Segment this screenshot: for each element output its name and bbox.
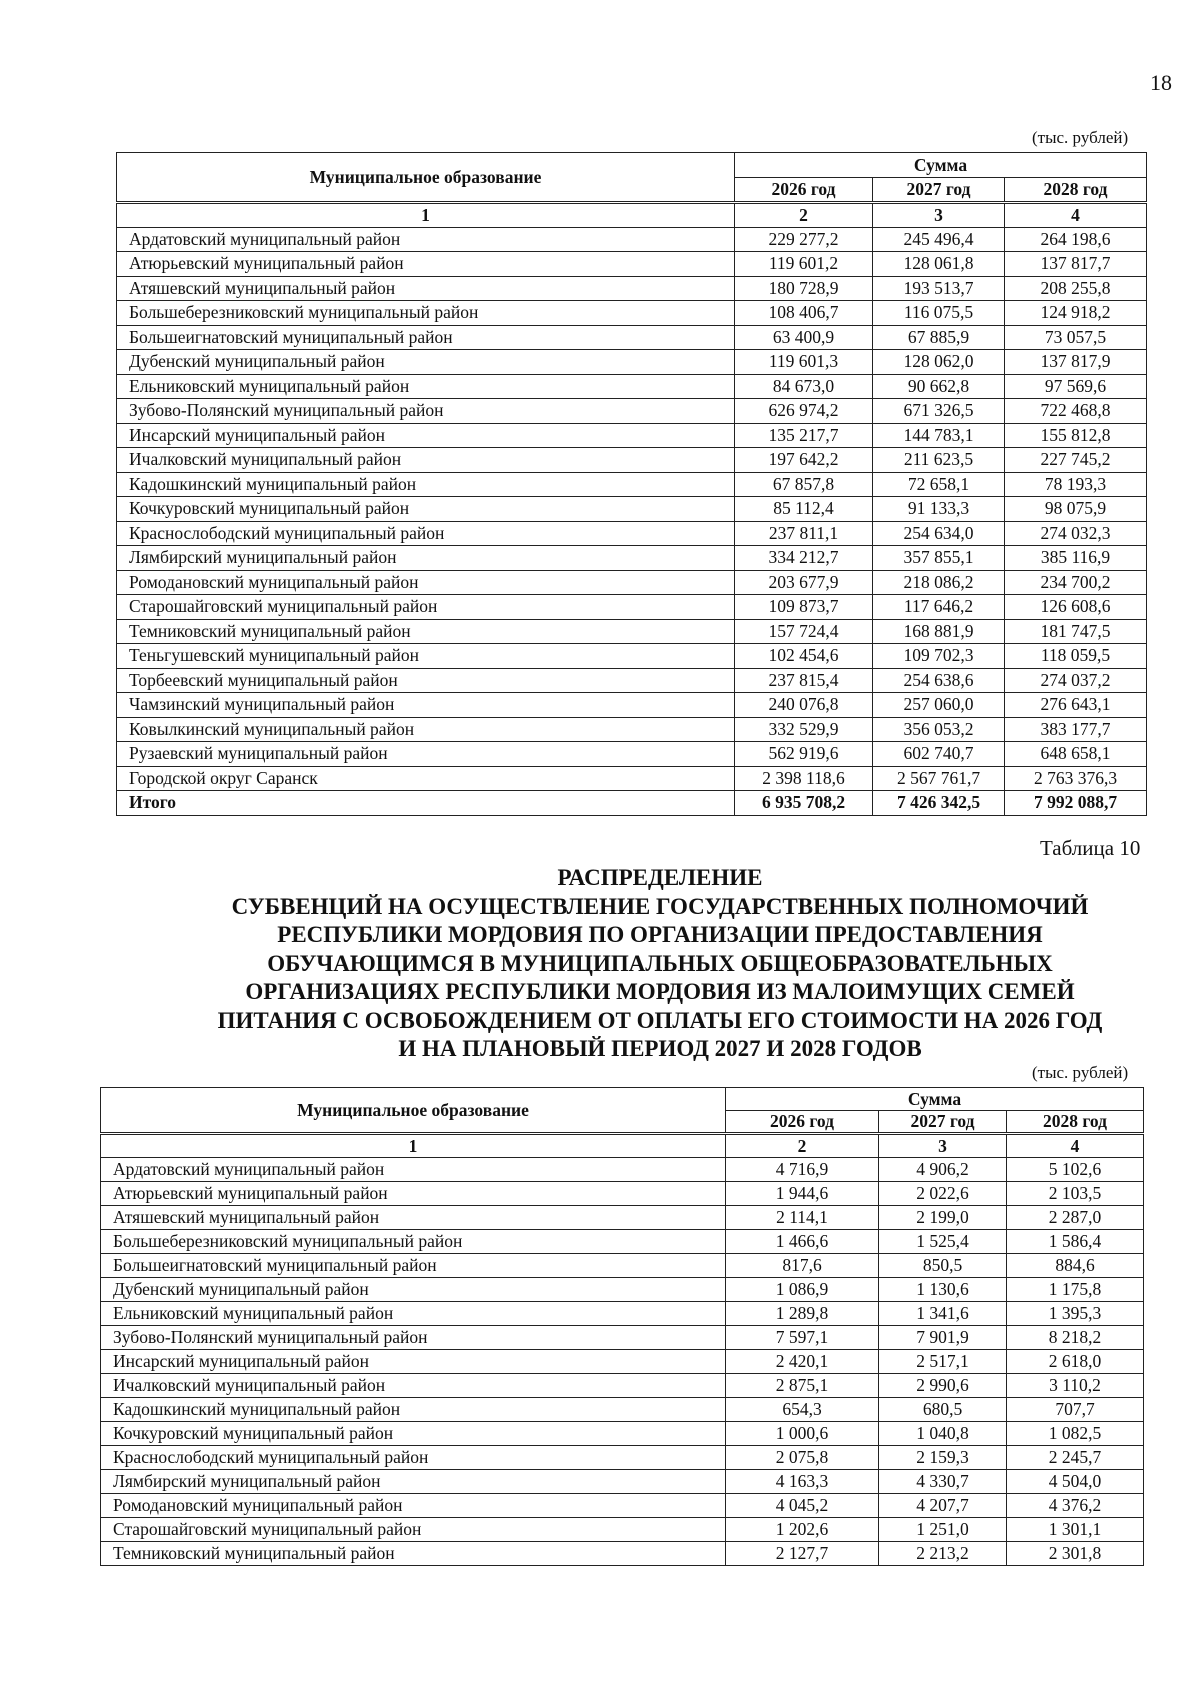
value-2027-cell: 4 906,2 xyxy=(879,1158,1007,1182)
municipality-cell: Ромодановский муниципальный район xyxy=(117,570,735,595)
value-2026-cell: 2 127,7 xyxy=(726,1542,879,1566)
table-row xyxy=(117,595,1147,620)
table-row xyxy=(117,644,1147,669)
municipality-cell: Зубово-Полянский муниципальный район xyxy=(117,399,735,424)
municipality-cell: Ромодановский муниципальный район xyxy=(101,1494,726,1518)
table-row xyxy=(101,1518,1144,1542)
value-2026-cell: 1 944,6 xyxy=(726,1182,879,1206)
value-2027-cell: 671 326,5 xyxy=(873,399,1005,424)
value-2028-cell: 2 245,7 xyxy=(1007,1446,1144,1470)
subvention-table-2 xyxy=(100,1087,1144,1566)
value-2026-cell: 626 974,2 xyxy=(735,399,873,424)
value-2026-cell: 102 454,6 xyxy=(735,644,873,669)
value-2028-cell: 707,7 xyxy=(1007,1398,1144,1422)
value-2026-cell: 180 728,9 xyxy=(735,276,873,301)
table-row xyxy=(117,619,1147,644)
table-row xyxy=(101,1470,1144,1494)
value-2028-cell: 118 059,5 xyxy=(1005,644,1147,669)
table-row xyxy=(117,374,1147,399)
table-row xyxy=(117,227,1147,252)
municipality-cell: Инсарский муниципальный район xyxy=(101,1350,726,1374)
municipality-cell: Ардатовский муниципальный район xyxy=(117,227,735,252)
municipality-cell: Ельниковский муниципальный район xyxy=(101,1302,726,1326)
municipality-cell: Дубенский муниципальный район xyxy=(101,1278,726,1302)
table-row xyxy=(117,472,1147,497)
value-2027-cell: 91 133,3 xyxy=(873,497,1005,522)
value-2027-cell: 116 075,5 xyxy=(873,301,1005,326)
value-2027-cell: 2 213,2 xyxy=(879,1542,1007,1566)
value-2026-cell: 4 045,2 xyxy=(726,1494,879,1518)
table-row xyxy=(101,1494,1144,1518)
value-2028-cell: 722 468,8 xyxy=(1005,399,1147,424)
value-2027-cell: 7 901,9 xyxy=(879,1326,1007,1350)
value-2028-cell: 181 747,5 xyxy=(1005,619,1147,644)
table-row xyxy=(101,1542,1144,1566)
municipality-cell: Зубово-Полянский муниципальный район xyxy=(101,1326,726,1350)
column-numbering-row xyxy=(117,203,1147,228)
value-2027-cell: 2 022,6 xyxy=(879,1182,1007,1206)
column-number-cell: 1 xyxy=(117,203,735,228)
table-row xyxy=(117,521,1147,546)
value-2026-cell: 332 529,9 xyxy=(735,717,873,742)
value-2027-cell: 218 086,2 xyxy=(873,570,1005,595)
value-2028-cell: 2 618,0 xyxy=(1007,1350,1144,1374)
total-row xyxy=(117,791,1147,816)
table-row xyxy=(101,1158,1144,1182)
value-2026-cell: 2 075,8 xyxy=(726,1446,879,1470)
value-2027-cell: 2 199,0 xyxy=(879,1206,1007,1230)
value-2028-cell: 73 057,5 xyxy=(1005,325,1147,350)
value-2028-cell: 208 255,8 xyxy=(1005,276,1147,301)
value-2028-cell: 1 586,4 xyxy=(1007,1230,1144,1254)
table-row xyxy=(101,1350,1144,1374)
value-2026-cell: 63 400,9 xyxy=(735,325,873,350)
value-2028-cell: 124 918,2 xyxy=(1005,301,1147,326)
value-2027-cell: 144 783,1 xyxy=(873,423,1005,448)
value-2027-cell: 193 513,7 xyxy=(873,276,1005,301)
column-number-cell: 2 xyxy=(735,203,873,228)
value-2026-cell: 119 601,2 xyxy=(735,252,873,277)
value-2028-cell: 383 177,7 xyxy=(1005,717,1147,742)
header-year-2026: 2026 год xyxy=(726,1111,879,1134)
value-2026-cell: 85 112,4 xyxy=(735,497,873,522)
value-2027-cell: 680,5 xyxy=(879,1398,1007,1422)
value-2026-cell: 2 114,1 xyxy=(726,1206,879,1230)
value-2026-cell: 2 875,1 xyxy=(726,1374,879,1398)
column-number-cell: 3 xyxy=(879,1134,1007,1158)
heading-line: СУБВЕНЦИЙ НА ОСУЩЕСТВЛЕНИЕ ГОСУДАРСТВЕННЫХ ПОЛНОМОЧИЙ xyxy=(231,893,1089,919)
table-row xyxy=(117,325,1147,350)
value-2027-cell: 245 496,4 xyxy=(873,227,1005,252)
value-2027-cell: 117 646,2 xyxy=(873,595,1005,620)
value-2026-cell: 197 642,2 xyxy=(735,448,873,473)
table-row xyxy=(117,546,1147,571)
municipality-cell: Темниковский муниципальный район xyxy=(101,1542,726,1566)
value-2026-cell: 2 398 118,6 xyxy=(735,766,873,791)
value-2028-cell: 385 116,9 xyxy=(1005,546,1147,571)
column-number-cell: 4 xyxy=(1005,203,1147,228)
table-row xyxy=(101,1182,1144,1206)
heading-line: ПИТАНИЯ С ОСВОБОЖДЕНИЕМ ОТ ОПЛАТЫ ЕГО СТОИМОСТИ НА 2026 ГОД xyxy=(217,1007,1103,1033)
column-number-cell: 3 xyxy=(873,203,1005,228)
value-2028-cell: 274 037,2 xyxy=(1005,668,1147,693)
municipality-cell: Кочкуровский муниципальный район xyxy=(101,1422,726,1446)
table-row xyxy=(117,497,1147,522)
section-heading xyxy=(150,864,1170,1064)
table-row xyxy=(101,1230,1144,1254)
municipality-cell: Рузаевский муниципальный район xyxy=(117,742,735,767)
value-2028-cell: 137 817,7 xyxy=(1005,252,1147,277)
municipality-cell: Чамзинский муниципальный район xyxy=(117,693,735,718)
municipality-cell: Большеберезниковский муниципальный район xyxy=(117,301,735,326)
table-row xyxy=(117,693,1147,718)
value-2027-cell: 254 634,0 xyxy=(873,521,1005,546)
value-2026-cell: 119 601,3 xyxy=(735,350,873,375)
value-2027-cell: 4 207,7 xyxy=(879,1494,1007,1518)
value-2027-cell: 2 990,6 xyxy=(879,1374,1007,1398)
value-2027-cell: 2 159,3 xyxy=(879,1446,1007,1470)
value-2026-cell: 4 716,9 xyxy=(726,1158,879,1182)
header-year-2027: 2027 год xyxy=(873,178,1005,203)
value-2028-cell: 276 643,1 xyxy=(1005,693,1147,718)
value-2028-cell: 2 763 376,3 xyxy=(1005,766,1147,791)
table-row xyxy=(117,448,1147,473)
value-2027-cell: 128 062,0 xyxy=(873,350,1005,375)
value-2028-cell: 1 175,8 xyxy=(1007,1278,1144,1302)
header-sum: Сумма xyxy=(726,1088,1144,1111)
total-label-cell: Итого xyxy=(117,791,735,816)
value-2026-cell: 817,6 xyxy=(726,1254,879,1278)
value-2028-cell: 1 395,3 xyxy=(1007,1302,1144,1326)
value-2028-cell: 227 745,2 xyxy=(1005,448,1147,473)
value-2028-cell: 274 032,3 xyxy=(1005,521,1147,546)
municipality-cell: Старошайговский муниципальный район xyxy=(117,595,735,620)
value-2026-cell: 2 420,1 xyxy=(726,1350,879,1374)
value-2026-cell: 334 212,7 xyxy=(735,546,873,571)
value-2027-cell: 602 740,7 xyxy=(873,742,1005,767)
value-2027-cell: 90 662,8 xyxy=(873,374,1005,399)
municipality-cell: Атяшевский муниципальный район xyxy=(101,1206,726,1230)
value-2026-cell: 1 289,8 xyxy=(726,1302,879,1326)
value-2027-cell: 356 053,2 xyxy=(873,717,1005,742)
value-2027-cell: 109 702,3 xyxy=(873,644,1005,669)
value-2028-cell: 97 569,6 xyxy=(1005,374,1147,399)
municipality-cell: Ардатовский муниципальный район xyxy=(101,1158,726,1182)
value-2027-cell: 1 130,6 xyxy=(879,1278,1007,1302)
municipality-cell: Ковылкинский муниципальный район xyxy=(117,717,735,742)
value-2026-cell: 237 811,1 xyxy=(735,521,873,546)
value-2027-cell: 1 525,4 xyxy=(879,1230,1007,1254)
value-2026-cell: 157 724,4 xyxy=(735,619,873,644)
value-2028-cell: 8 218,2 xyxy=(1007,1326,1144,1350)
municipality-cell: Большеберезниковский муниципальный район xyxy=(101,1230,726,1254)
value-2028-cell: 98 075,9 xyxy=(1005,497,1147,522)
value-2028-cell: 155 812,8 xyxy=(1005,423,1147,448)
value-2028-cell: 137 817,9 xyxy=(1005,350,1147,375)
subvention-table-1 xyxy=(116,152,1147,816)
column-number-cell: 1 xyxy=(101,1134,726,1158)
value-2027-cell: 850,5 xyxy=(879,1254,1007,1278)
value-2027-cell: 168 881,9 xyxy=(873,619,1005,644)
value-2028-cell: 234 700,2 xyxy=(1005,570,1147,595)
value-2026-cell: 229 277,2 xyxy=(735,227,873,252)
value-2027-cell: 1 251,0 xyxy=(879,1518,1007,1542)
municipality-cell: Старошайговский муниципальный район xyxy=(101,1518,726,1542)
municipality-cell: Ичалковский муниципальный район xyxy=(101,1374,726,1398)
value-2028-cell: 78 193,3 xyxy=(1005,472,1147,497)
heading-line: ОРГАНИЗАЦИЯХ РЕСПУБЛИКИ МОРДОВИЯ ИЗ МАЛОИМУЩИХ СЕМЕЙ xyxy=(245,979,1075,1004)
table-row xyxy=(117,399,1147,424)
value-2028-cell: 4 376,2 xyxy=(1007,1494,1144,1518)
value-2028-cell: 5 102,6 xyxy=(1007,1158,1144,1182)
value-2026-cell: 1 202,6 xyxy=(726,1518,879,1542)
municipality-cell: Атюрьевский муниципальный район xyxy=(117,252,735,277)
table-row xyxy=(117,252,1147,277)
header-municipality: Муниципальное образование xyxy=(117,153,735,203)
value-2026-cell: 1 000,6 xyxy=(726,1422,879,1446)
value-2028-cell: 2 287,0 xyxy=(1007,1206,1144,1230)
header-municipality: Муниципальное образование xyxy=(101,1088,726,1134)
municipality-cell: Краснослободский муниципальный район xyxy=(101,1446,726,1470)
value-2028-cell: 1 082,5 xyxy=(1007,1422,1144,1446)
value-2028-cell: 4 504,0 xyxy=(1007,1470,1144,1494)
municipality-cell: Большеигнатовский муниципальный район xyxy=(117,325,735,350)
header-year-2027: 2027 год xyxy=(879,1111,1007,1134)
municipality-cell: Ичалковский муниципальный район xyxy=(117,448,735,473)
table-row xyxy=(117,423,1147,448)
value-2027-cell: 1 341,6 xyxy=(879,1302,1007,1326)
value-2027-cell: 211 623,5 xyxy=(873,448,1005,473)
value-2026-cell: 7 597,1 xyxy=(726,1326,879,1350)
table-row xyxy=(117,350,1147,375)
value-2026-cell: 1 466,6 xyxy=(726,1230,879,1254)
value-2026-cell: 4 163,3 xyxy=(726,1470,879,1494)
table-row xyxy=(101,1374,1144,1398)
value-2027-cell: 2 567 761,7 xyxy=(873,766,1005,791)
municipality-cell: Атюрьевский муниципальный район xyxy=(101,1182,726,1206)
column-numbering-row xyxy=(101,1134,1144,1158)
table-row xyxy=(101,1278,1144,1302)
municipality-cell: Лямбирский муниципальный район xyxy=(117,546,735,571)
municipality-cell: Кадошкинский муниципальный район xyxy=(117,472,735,497)
value-2028-cell: 264 198,6 xyxy=(1005,227,1147,252)
municipality-cell: Краснослободский муниципальный район xyxy=(117,521,735,546)
value-2028-cell: 2 301,8 xyxy=(1007,1542,1144,1566)
table-row xyxy=(101,1422,1144,1446)
heading-line: РАСПРЕДЕЛЕНИЕ xyxy=(557,865,763,890)
value-2028-cell: 648 658,1 xyxy=(1005,742,1147,767)
value-2027-cell: 257 060,0 xyxy=(873,693,1005,718)
column-number-cell: 2 xyxy=(726,1134,879,1158)
municipality-cell: Инсарский муниципальный район xyxy=(117,423,735,448)
value-2028-cell: 3 110,2 xyxy=(1007,1374,1144,1398)
table-row xyxy=(101,1206,1144,1230)
table-row xyxy=(117,276,1147,301)
table-row xyxy=(117,717,1147,742)
value-2026-cell: 654,3 xyxy=(726,1398,879,1422)
value-2026-cell: 562 919,6 xyxy=(735,742,873,767)
value-2027-cell: 72 658,1 xyxy=(873,472,1005,497)
heading-line: ОБУЧАЮЩИМСЯ В МУНИЦИПАЛЬНЫХ ОБЩЕОБРАЗОВАТЕЛЬНЫХ xyxy=(267,950,1053,976)
value-2027-cell: 1 040,8 xyxy=(879,1422,1007,1446)
table-label: Таблица 10 xyxy=(1040,836,1141,860)
table-row xyxy=(101,1398,1144,1422)
municipality-cell: Городской округ Саранск xyxy=(117,766,735,791)
value-2026-cell: 109 873,7 xyxy=(735,595,873,620)
value-2027-cell: 357 855,1 xyxy=(873,546,1005,571)
municipality-cell: Ельниковский муниципальный район xyxy=(117,374,735,399)
value-2028-cell: 126 608,6 xyxy=(1005,595,1147,620)
municipality-cell: Торбеевский муниципальный район xyxy=(117,668,735,693)
municipality-cell: Теньгушевский муниципальный район xyxy=(117,644,735,669)
municipality-cell: Большеигнатовский муниципальный район xyxy=(101,1254,726,1278)
municipality-cell: Темниковский муниципальный район xyxy=(117,619,735,644)
value-2026-cell: 67 857,8 xyxy=(735,472,873,497)
value-2026-cell: 108 406,7 xyxy=(735,301,873,326)
heading-line: И НА ПЛАНОВЫЙ ПЕРИОД 2027 И 2028 ГОДОВ xyxy=(398,1036,922,1061)
municipality-cell: Атяшевский муниципальный район xyxy=(117,276,735,301)
page-number: 18 xyxy=(1150,70,1172,95)
value-2027-cell: 67 885,9 xyxy=(873,325,1005,350)
municipality-cell: Кадошкинский муниципальный район xyxy=(101,1398,726,1422)
value-2027-cell: 128 061,8 xyxy=(873,252,1005,277)
value-2027-cell: 254 638,6 xyxy=(873,668,1005,693)
value-2026-cell: 84 673,0 xyxy=(735,374,873,399)
table-row xyxy=(101,1302,1144,1326)
table-row xyxy=(117,742,1147,767)
value-2028-cell: 884,6 xyxy=(1007,1254,1144,1278)
municipality-cell: Кочкуровский муниципальный район xyxy=(117,497,735,522)
value-2026-cell: 240 076,8 xyxy=(735,693,873,718)
header-sum: Сумма xyxy=(735,153,1147,178)
header-year-2026: 2026 год xyxy=(735,178,873,203)
value-2026-cell: 135 217,7 xyxy=(735,423,873,448)
value-2028-cell: 7 992 088,7 xyxy=(1005,791,1147,816)
table-row xyxy=(117,766,1147,791)
heading-line: РЕСПУБЛИКИ МОРДОВИЯ ПО ОРГАНИЗАЦИИ ПРЕДОСТАВЛЕНИЯ xyxy=(277,922,1043,947)
table-row xyxy=(101,1254,1144,1278)
header-year-2028: 2028 год xyxy=(1005,178,1147,203)
header-year-2028: 2028 год xyxy=(1007,1111,1144,1134)
value-2027-cell: 4 330,7 xyxy=(879,1470,1007,1494)
value-2028-cell: 1 301,1 xyxy=(1007,1518,1144,1542)
units-label-table-2: (тыс. рублей) xyxy=(1032,1063,1129,1082)
table-row xyxy=(117,301,1147,326)
municipality-cell: Лямбирский муниципальный район xyxy=(101,1470,726,1494)
column-number-cell: 4 xyxy=(1007,1134,1144,1158)
value-2027-cell: 7 426 342,5 xyxy=(873,791,1005,816)
value-2026-cell: 203 677,9 xyxy=(735,570,873,595)
value-2028-cell: 2 103,5 xyxy=(1007,1182,1144,1206)
value-2026-cell: 6 935 708,2 xyxy=(735,791,873,816)
value-2026-cell: 1 086,9 xyxy=(726,1278,879,1302)
value-2026-cell: 237 815,4 xyxy=(735,668,873,693)
units-label-table-1: (тыс. рублей) xyxy=(1032,128,1129,147)
table-row xyxy=(101,1326,1144,1350)
table-row xyxy=(101,1446,1144,1470)
table-row xyxy=(117,668,1147,693)
value-2027-cell: 2 517,1 xyxy=(879,1350,1007,1374)
municipality-cell: Дубенский муниципальный район xyxy=(117,350,735,375)
table-row xyxy=(117,570,1147,595)
